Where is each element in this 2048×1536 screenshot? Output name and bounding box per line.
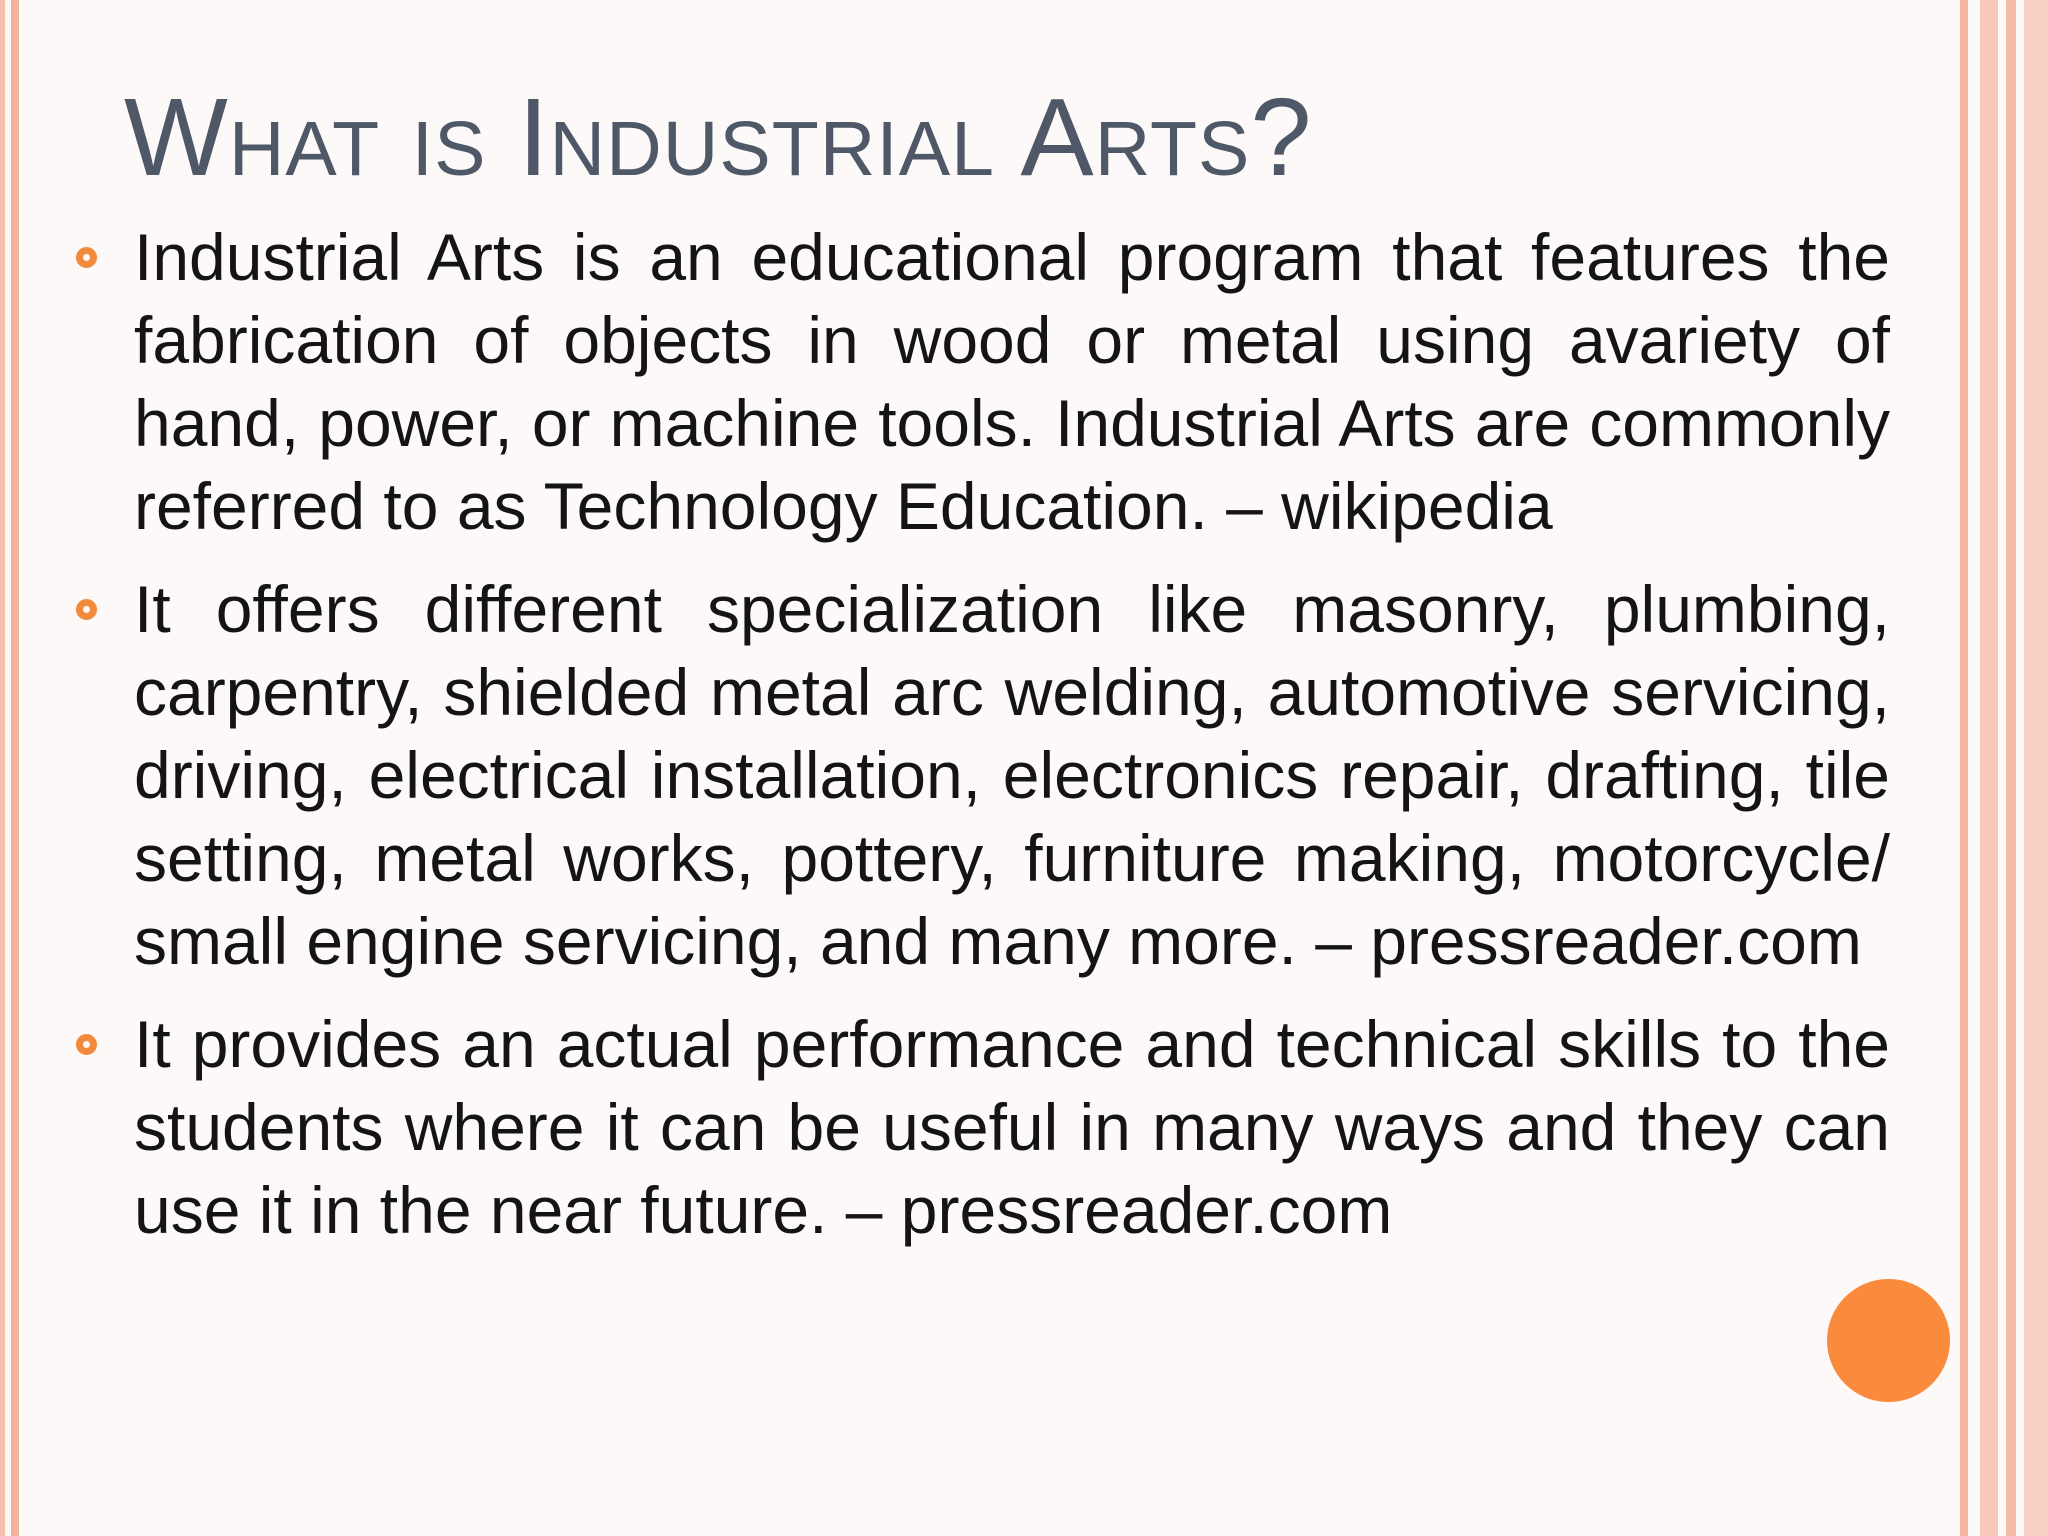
- bullet-text: It provides an actual performance and technical skills to the students where it can be useful in many ways and they can use it in the near future. – pressreader.com: [134, 1007, 1890, 1247]
- right-border-stripe: [1960, 0, 1968, 1536]
- right-border-stripe: [2024, 0, 2048, 1536]
- ring-bullet-icon: [76, 1034, 97, 1055]
- right-border-stripe: [1980, 0, 1998, 1536]
- bullet-item: [72, 216, 1890, 548]
- decorative-circle: [1827, 1279, 1950, 1402]
- slide-title: What is Industrial Arts?: [124, 76, 1313, 199]
- ring-bullet-icon: [76, 247, 97, 268]
- right-border-stripe: [2006, 0, 2016, 1536]
- bullet-item: [72, 568, 1890, 983]
- bullet-text: It offers different specialization like masonry, plumbing, carpentry, shielded metal arc welding, automotive servicing, driving, electrical installation, electronics repair, drafting, tile setting, metal works, pottery, furniture making, motorcycle/ small engine servicing, and many more. – pressreader.com: [134, 572, 1890, 978]
- bullet-item: [72, 1003, 1890, 1252]
- bullet-text: Industrial Arts is an educational program that features the fabrication of objects in wood or metal using avariety of hand, power, or machine tools. Industrial Arts are commonly referred to as Technology Education. – wikipedia: [134, 220, 1890, 543]
- left-border-stripe: [0, 0, 5, 1536]
- ring-bullet-icon: [76, 599, 97, 620]
- left-border-stripe: [11, 0, 19, 1536]
- bullet-list: [72, 216, 1890, 1272]
